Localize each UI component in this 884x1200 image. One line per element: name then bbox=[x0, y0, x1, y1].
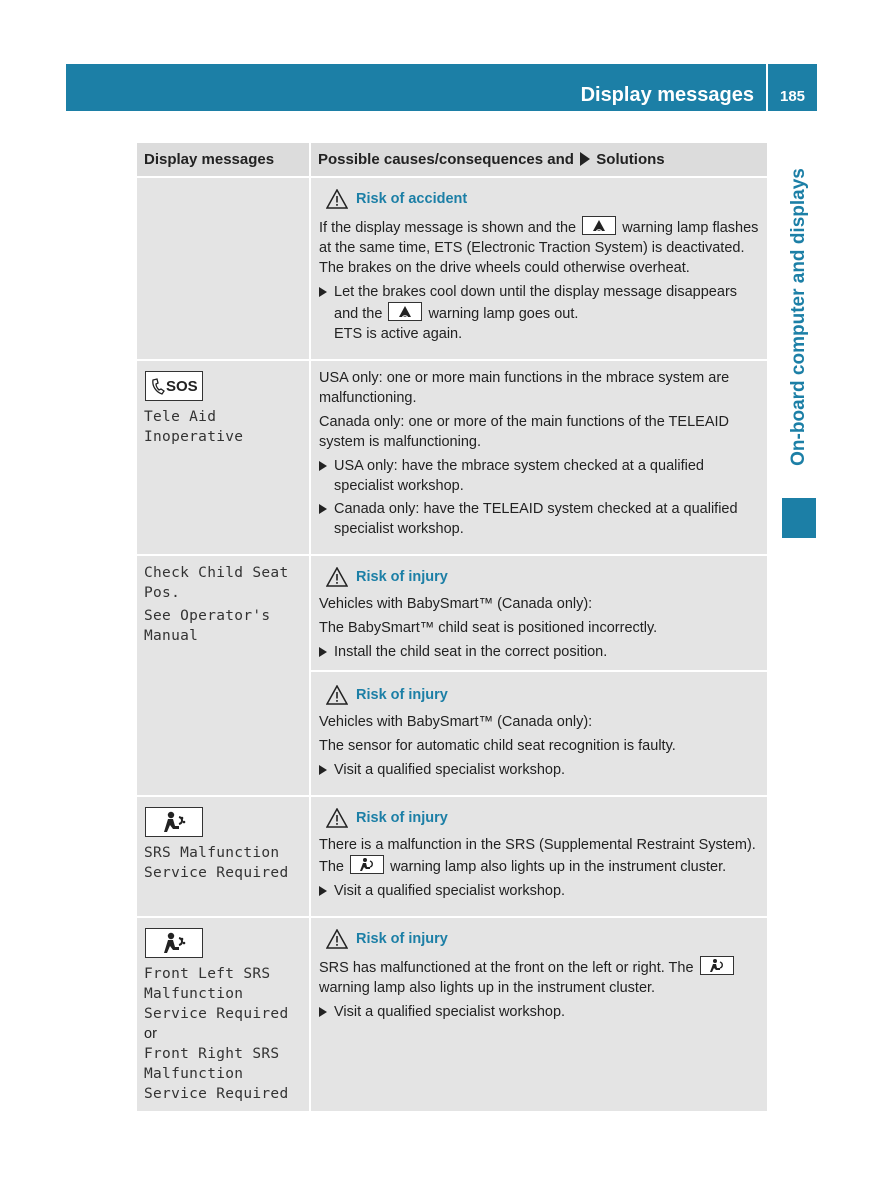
display-messages-table bbox=[137, 143, 767, 1113]
srs-airbag-icon bbox=[145, 928, 203, 958]
column-header-solutions bbox=[310, 143, 767, 177]
section-title: Display messages bbox=[580, 84, 754, 106]
bullet-text: Visit a qualified specialist workshop. bbox=[334, 762, 566, 778]
warning-triangle-icon bbox=[326, 567, 348, 587]
bullet-arrow-icon bbox=[319, 1007, 327, 1017]
bullet-text: Visit a qualified specialist workshop. bbox=[334, 1004, 566, 1020]
description-part: If the display message is shown and the bbox=[319, 220, 577, 236]
side-tab bbox=[782, 145, 816, 490]
table-row bbox=[137, 555, 767, 796]
description-text: Canada only: one or more of the main functions of the TELEAID system is malfunctioning. bbox=[319, 414, 729, 450]
solution-cell bbox=[310, 555, 767, 796]
warning-text: Risk of injury bbox=[356, 569, 448, 585]
warning-triangle-icon bbox=[326, 189, 348, 209]
warning-heading bbox=[326, 807, 760, 829]
solution-bullet bbox=[319, 642, 760, 662]
warning-triangle-icon bbox=[326, 808, 348, 828]
sos-phone-icon bbox=[145, 371, 203, 401]
srs-warning-lamp-icon bbox=[350, 855, 384, 874]
warning-heading bbox=[326, 684, 760, 706]
message-line: Check Child Seat bbox=[144, 565, 289, 581]
description-text bbox=[319, 216, 760, 278]
message-line: SRS Malfunction bbox=[144, 845, 280, 861]
ets-warning-lamp-icon bbox=[388, 302, 422, 321]
solution-bullet bbox=[319, 499, 760, 539]
solution-cell bbox=[310, 917, 767, 1112]
description-text bbox=[319, 835, 760, 877]
message-cell bbox=[137, 796, 310, 917]
page-number: 185 bbox=[779, 88, 806, 105]
message-cell-empty bbox=[137, 177, 310, 360]
message-line: Front Right SRS bbox=[144, 1046, 280, 1062]
warning-text: Risk of injury bbox=[356, 931, 448, 947]
bullet-arrow-icon bbox=[319, 765, 327, 775]
message-line: Pos. bbox=[144, 585, 181, 601]
bullet-text: Canada only: have the TELEAID system checked at a qualified specialist workshop. bbox=[334, 501, 738, 537]
message-line: Manual bbox=[144, 628, 199, 644]
bullet-text: Install the child seat in the correct position. bbox=[334, 644, 608, 660]
description-text: Vehicles with BabySmart™ (Canada only): bbox=[319, 596, 593, 612]
bullet-arrow-icon bbox=[319, 287, 327, 297]
warning-heading bbox=[326, 188, 760, 210]
warning-triangle-icon bbox=[326, 929, 348, 949]
solution-arrow-icon bbox=[580, 152, 590, 166]
warning-heading bbox=[326, 928, 760, 950]
bullet-text: Visit a qualified specialist workshop. bbox=[334, 883, 566, 899]
message-line: Front Left SRS bbox=[144, 966, 271, 982]
column-header-messages: Display messages bbox=[137, 143, 310, 177]
warning-text: Risk of injury bbox=[356, 687, 448, 703]
solution-bullet bbox=[319, 1002, 760, 1022]
bullet-arrow-icon bbox=[319, 461, 327, 471]
message-line: Service Required bbox=[144, 1006, 289, 1022]
bullet-text: USA only: have the mbrace system checked at a qualified specialist workshop. bbox=[334, 458, 704, 494]
description-part: warning lamp flashes at the same time, ETS (Electronic Traction System) is deactivated. The brakes on the drive wheels could otherwise overheat. bbox=[319, 220, 759, 276]
bullet-extra-text: ETS is active again. bbox=[334, 326, 463, 342]
table-row bbox=[137, 177, 767, 360]
message-cell bbox=[137, 555, 310, 796]
table-row bbox=[137, 360, 767, 555]
side-tab-marker bbox=[782, 498, 816, 538]
message-line: See Operator's bbox=[144, 608, 271, 624]
description-text: The BabySmart™ child seat is positioned incorrectly. bbox=[319, 620, 658, 636]
sub-block bbox=[311, 670, 767, 780]
message-line: Service Required bbox=[144, 865, 289, 881]
description-part: warning lamp also lights up in the instrument cluster. bbox=[319, 980, 656, 996]
bullet-text: warning lamp goes out. bbox=[428, 306, 579, 322]
message-line: Malfunction bbox=[144, 1066, 244, 1082]
warning-triangle-icon bbox=[326, 685, 348, 705]
message-line: Service Required bbox=[144, 1086, 289, 1102]
description-part: warning lamp also lights up in the instrument cluster. bbox=[390, 859, 727, 875]
message-cell bbox=[137, 360, 310, 555]
description-text bbox=[319, 956, 760, 998]
srs-warning-lamp-icon bbox=[700, 956, 734, 975]
message-line: Inoperative bbox=[144, 429, 244, 445]
solution-bullet bbox=[319, 282, 760, 344]
header-bar bbox=[66, 64, 766, 111]
description-text: USA only: one or more main functions in the mbrace system are malfunctioning. bbox=[319, 370, 730, 406]
warning-text: Risk of injury bbox=[356, 810, 448, 826]
table-header-row bbox=[137, 143, 767, 177]
bullet-text: Let the brakes cool down until the display message disappears and the bbox=[334, 284, 738, 322]
description-text: The sensor for automatic child seat recognition is faulty. bbox=[319, 738, 676, 754]
solution-bullet bbox=[319, 881, 760, 901]
column-header-causes: Possible causes/consequences and bbox=[318, 151, 574, 168]
bullet-arrow-icon bbox=[319, 647, 327, 657]
srs-airbag-icon bbox=[145, 807, 203, 837]
solution-cell bbox=[310, 796, 767, 917]
description-text: Vehicles with BabySmart™ (Canada only): bbox=[319, 714, 593, 730]
solution-bullet bbox=[319, 456, 760, 496]
message-line: Malfunction bbox=[144, 986, 244, 1002]
solution-cell bbox=[310, 177, 767, 360]
side-tab-label: On-board computer and displays bbox=[788, 168, 809, 466]
warning-text: Risk of accident bbox=[356, 191, 468, 207]
svg-text:SOS: SOS bbox=[166, 378, 198, 395]
table-row bbox=[137, 917, 767, 1112]
description-part: There is a malfunction in the SRS (Supplemental Restraint System). The bbox=[319, 837, 756, 875]
solution-cell bbox=[310, 360, 767, 555]
message-cell bbox=[137, 917, 310, 1112]
message-or: or bbox=[144, 1026, 157, 1042]
column-header-solutions-label: Solutions bbox=[596, 151, 665, 168]
page-number-box bbox=[768, 64, 817, 111]
solution-bullet bbox=[319, 760, 760, 780]
ets-warning-lamp-icon bbox=[582, 216, 616, 235]
bullet-arrow-icon bbox=[319, 886, 327, 896]
table-row bbox=[137, 796, 767, 917]
description-part: SRS has malfunctioned at the front on the left or right. The bbox=[319, 960, 694, 976]
warning-heading bbox=[326, 566, 760, 588]
bullet-arrow-icon bbox=[319, 504, 327, 514]
message-line: Tele Aid bbox=[144, 409, 217, 425]
